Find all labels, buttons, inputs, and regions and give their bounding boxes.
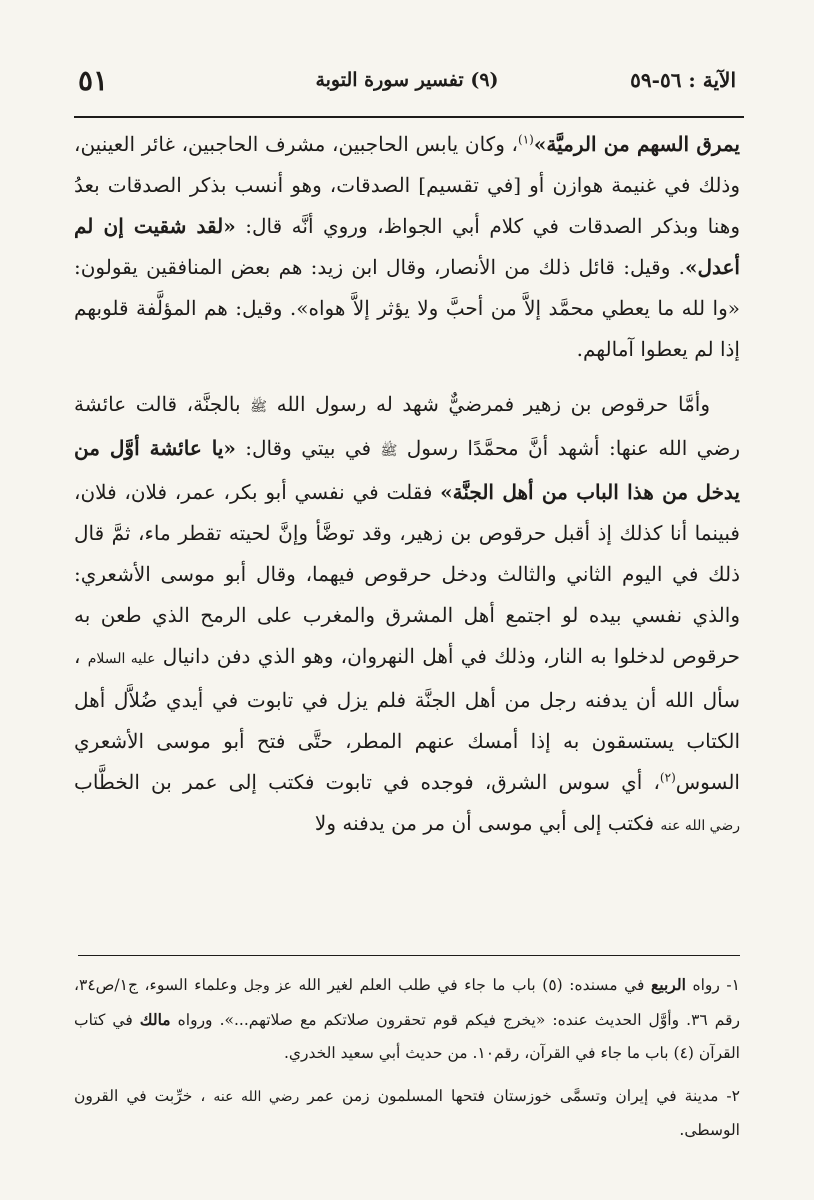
text-run: فقلت في نفسي أبو بكر، عمر، فلان، فلان، فبينما أنا كذلك إذ أقبل حرقوص بن زهير، وقد توضَّأ وإنَّ لحيته تقطر ماء، ثمَّ قال ذلك في اليوم الثاني والثالث ودخل حرقوص فيهما، وقال أبو موسى الأشعري: والذي نفسي بيده لو اجتمع أهل المشرق والمغرب على الرمح الذي طعن به حرقوص لدخلوا به النار، وذلك في أهل النهروان، وهو الذي دفن دانيال [74,480,741,668]
text-run: ، سأل الله أن يدفنه رجل من أهل الجنَّة فلم يزل في تابوت في أيدي ضُلاَّل أهل الكتاب يستسقون به إذا أمسك عنهم المطر، حتَّى فتح أبو موسى الأشعري السوس [74,644,740,794]
narrator-name: الربيع [651,975,686,994]
hadith-quote: «لقد شقيت إن لم أعدل» [74,214,740,279]
footnote-ref-1: (١) [518,132,534,147]
text-run: بالجنَّة، قالت عائشة رضي الله عنها: أشهد أنَّ محمَّدًا رسول [74,392,740,460]
text-run: فكتب إلى أبي موسى أن مر من يدفنه ولا [314,811,661,835]
text-run: وعلماء السوء، ج١/ص٣٤، رقم ٣٦. وأوَّل الحديث عنده: «يخرج فيكم قوم تحقرون صلاتكم مع صلاتهم...». ورواه [74,976,740,1029]
header-divider [74,116,744,118]
text-run: ، خرِّبت في القرون الوسطى. [74,1087,740,1139]
text-run: ١- رواه [685,976,740,994]
paragraph-2 [74,384,740,847]
honorific-glyph: رضي الله عنه [660,818,740,834]
narrator-name: مالك [139,1010,171,1029]
paragraph-1 [74,124,740,370]
footnote-2 [74,1080,740,1147]
text-run: ، وكان يابس الحاجبين، مشرف الحاجبين، غائر العينين، وذلك في غنيمة هوازن أو [في تقسيم] الصدقات، وهو أنسب بذكر الصدقات بعدُ وهنا وبذكر الصدقات في كلام أبي الجواظ، وروي أنَّه قال: [74,132,740,238]
footnote-divider [78,955,740,956]
text-run: وأمَّا حرقوص بن زهير فمرضيٌّ شهد له رسول الله [267,392,710,416]
footnote-1 [74,968,740,1070]
text-run: في بيتي وقال: [235,436,381,460]
main-text [74,124,740,847]
page-header [78,60,736,100]
honorific-glyph: ﷺ [250,399,268,415]
footnote-ref-2: (٢) [659,770,676,785]
hadith-quote: يمرق السهم من الرميَّة» [533,132,740,156]
honorific-glyph: عليه السلام [87,651,156,667]
text-run: في مسنده: (٥) باب ما جاء في طلب العلم لغير الله [291,976,652,994]
text-run: ٢- مدينة في إيران وتسمَّى خوزستان فتحها المسلمون زمن عمر [299,1087,740,1105]
honorific-glyph: رضي الله عنه [213,1089,300,1105]
honorific-glyph: عز وجل [243,978,292,994]
text-run: ، أي سوس الشرق، فوجده في تابوت فكتب إلى عمر بن الخطَّاب [74,770,660,794]
page-number: ٥١ [78,63,109,97]
text-run: في كتاب القرآن (٤) باب ما جاء في القرآن، رقم١٠. من حديث أبي سعيد الخدري. [74,1011,740,1062]
text-run: . وقيل: قائل ذلك من الأنصار، وقال ابن زيد: هم بعض المنافقين يقولون: «وا لله ما يعطي محمَّد إلاَّ من أحبَّ ولا يؤثر إلاَّ هواه». وقيل: هم المؤلَّفة قلوبهم إذا لم يعطوا آمالهم. [74,255,741,361]
footnotes [74,968,740,1147]
verse-range: الآية : ٥٦-٥٩ [630,68,736,92]
hadith-quote: «يا عائشة أوَّل من يدخل من هذا الباب من أهل الجنَّة» [74,436,740,504]
surah-title: (٩) تفسير سورة التوبة [315,69,499,91]
honorific-glyph: ﷺ [380,443,398,459]
